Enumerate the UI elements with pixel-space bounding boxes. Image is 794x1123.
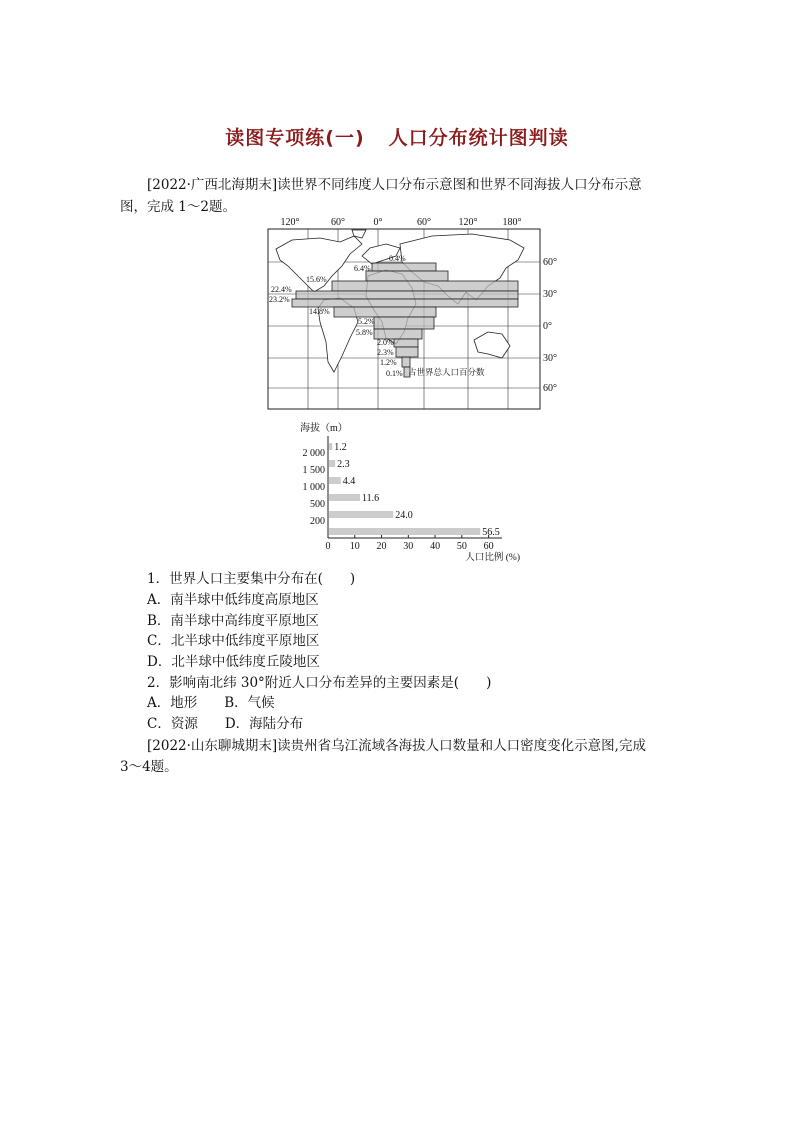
bar-value-label: 56.5: [482, 527, 500, 538]
altitude-bar: [329, 511, 393, 518]
y-tick-label: 1 500: [302, 465, 325, 476]
q1-stem: 1．世界人口主要集中分布在( ): [147, 571, 356, 587]
x-tick-label: 10: [349, 541, 360, 552]
band-label: 2.0%: [377, 338, 394, 347]
lon-label: 120°: [280, 217, 300, 228]
q1-option-c: C．北半球中低纬度平原地区: [147, 633, 320, 649]
chart-x-title: 人口比例 (%): [465, 553, 520, 563]
q1-option-a: A．南半球中低纬度高原地区: [147, 592, 319, 608]
x-tick-label: 30: [403, 541, 414, 552]
page-title: [0, 123, 794, 150]
lon-label: 180°: [502, 217, 522, 228]
lon-label: 60°: [331, 217, 345, 228]
altitude-bar: [329, 443, 332, 450]
lat-label: 30°: [543, 289, 557, 300]
lat-label: 0°: [543, 321, 552, 332]
q1-option-b: B．南半球中高纬度平原地区: [147, 613, 319, 629]
title-part-2: 人口分布统计图判读: [388, 127, 569, 149]
lon-label: 0°: [373, 217, 383, 228]
band-6-4: [366, 271, 448, 281]
band-22-4: [296, 291, 518, 299]
intro-line-2: 图，完成 1～2题。: [120, 199, 236, 215]
latitude-population-map: [262, 214, 562, 418]
y-tick-label: 500: [310, 499, 325, 510]
bar-value-label: 11.6: [362, 493, 380, 504]
bar-value-label: 2.3: [337, 459, 350, 470]
x-tick-label: 50: [456, 541, 467, 552]
band-15-6: [332, 281, 518, 291]
altitude-bar: [329, 477, 341, 484]
band-14-8: [334, 307, 436, 317]
y-tick-label: 1 000: [302, 482, 325, 493]
band-2-3: [396, 347, 418, 357]
q1-option-d: D．北半球中低纬度丘陵地区: [147, 654, 320, 670]
band-23-2: [292, 299, 518, 307]
altitude-population-chart: [296, 418, 536, 570]
altitude-bar: [329, 494, 360, 501]
y-tick-label: 2 000: [302, 448, 325, 459]
lon-label: 120°: [458, 217, 478, 228]
x-tick-label: 0: [325, 541, 331, 552]
bar-value-label: 4.4: [342, 476, 356, 487]
band-label: 5.8%: [356, 328, 373, 337]
band-0-4: [372, 263, 436, 271]
bar-value-label: 24.0: [395, 510, 413, 521]
band-label: 14.8%: [309, 307, 330, 316]
band-1-2: [402, 357, 410, 367]
q2-options-cd: C．资源 D．海陆分布: [147, 716, 304, 732]
intro2-line-1: [2022·山东聊城期末]读贵州省乌江流域各海拔人口数量和人口密度变化示意图,完成: [147, 738, 646, 754]
altitude-bar: [329, 528, 480, 535]
x-tick-label: 60: [483, 541, 494, 552]
band-label: 22.4%: [271, 285, 292, 294]
x-tick-label: 40: [430, 541, 441, 552]
band-5-2: [374, 317, 434, 329]
lon-label: 60°: [417, 217, 431, 228]
intro-line-1: [2022·广西北海期末]读世界不同纬度人口分布示意图和世界不同海拔人口分布示意: [147, 177, 642, 193]
band-label: 1.2%: [380, 358, 397, 367]
band-label: 2.3%: [377, 348, 394, 357]
q2-stem: 2．影响南北纬 30°附近人口分布差异的主要因素是( ): [147, 675, 492, 691]
bar-value-label: 1.2: [334, 442, 347, 453]
band-label: 15.6%: [306, 275, 327, 284]
map-legend-text: 占世界总人口百分数: [408, 367, 485, 377]
title-part-1: 读图专项练(一): [225, 127, 365, 149]
band-label: 0.1%: [386, 369, 403, 378]
chart-y-title: 海拔（m）: [300, 423, 348, 434]
altitude-bar: [329, 460, 335, 467]
lat-label: 30°: [543, 353, 557, 364]
lat-label: 60°: [543, 383, 557, 394]
q2-options-ab: A．地形 B．气候: [147, 695, 275, 711]
band-2-0: [394, 339, 418, 347]
band-label: 5.2%: [358, 317, 375, 326]
band-label: 0.4%: [389, 254, 406, 263]
band-label: 23.2%: [269, 295, 290, 304]
x-tick-label: 20: [376, 541, 387, 552]
lat-label: 60°: [543, 257, 557, 268]
band-label: 6.4%: [354, 264, 371, 273]
intro2-line-2: 3～4题。: [120, 759, 178, 775]
y-tick-label: 200: [310, 516, 325, 527]
